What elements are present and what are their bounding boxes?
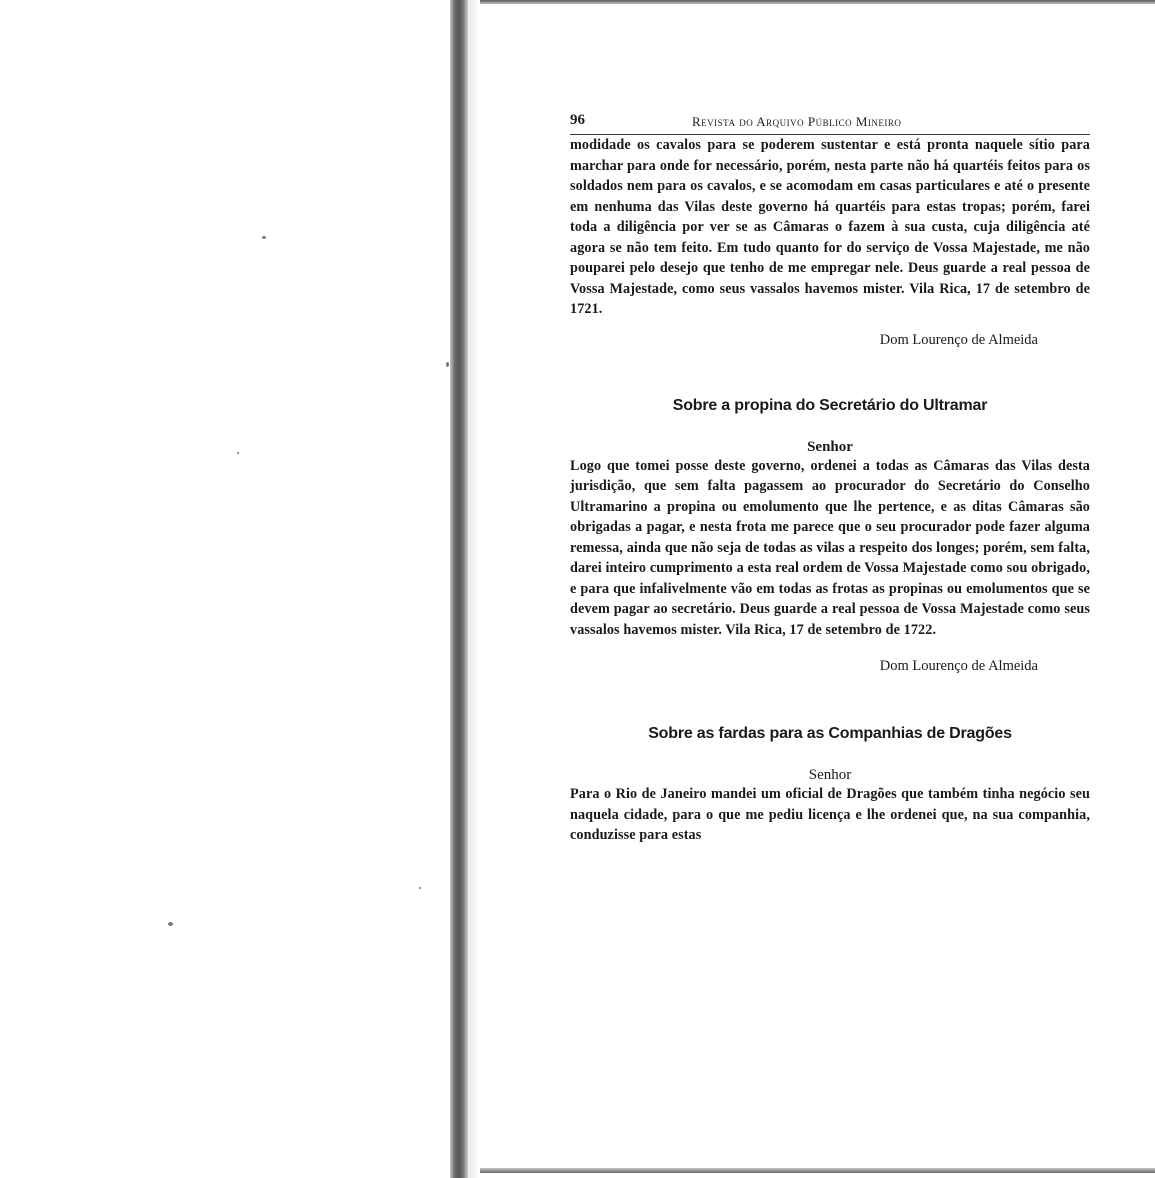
page-top-edge [480,0,1155,4]
letter2-title: Sobre a propina do Secretário do Ultramar [672,396,988,414]
letter2-signature: Dom Lourenço de Almeida [879,658,1038,674]
letter1-signature: Dom Lourenço de Almeida [879,331,1038,348]
page-gutter-shadow [468,0,480,1178]
letter3-salutation: Senhor [808,767,852,783]
book-binding-gutter [450,0,468,1178]
paper-speck [446,362,449,367]
letter1-body: modidade os cavalos para se poderem sustentar e está pronta naquele sítio para marchar para onde for necessário, porém, nesta parte não há quartéis feitos para os soldados nem para os cavalos, e se acomodam em casas particulares e até o presente em nenhuma das Vilas deste governo há quartéis para estas tropas; porém, farei toda a diligência por ver se as Câmaras o fazem à sua custa, cuja diligência até agora se não tem feito. Em tudo quanto for do serviço de Vossa Majestade, me não pouparei pelo desejo que tenho de me empregar nele. Deus guarde a real pessoa de Vossa Majestade, como seus vassalos havemos mister. Vila Rica, 17 de setembro de 1721. [570,137,1090,317]
paper-speck [419,887,421,889]
running-header [570,110,1090,135]
right-page [570,110,1090,846]
paper-speck [237,452,239,454]
letter3-title: Sobre as fardas para as Companhias de Dragões [648,725,1012,742]
letter3-body: Para o Rio de Janeiro mandei um oficial de Dragões que também tinha negócio seu naquela cidade, para o que me pediu licença e lhe ordenei que, na sua companhia, conduzisse para estas [570,786,1090,843]
journal-title: Revista do Arquivo Público Mineiro [692,114,902,129]
page-number: 96 [570,112,585,128]
paper-speck [168,922,173,926]
letter2-salutation: Senhor [807,438,853,455]
left-blank-page [0,0,450,1178]
page-bottom-edge [480,1168,1155,1173]
letter2-body: Logo que tomei posse deste governo, ordenei a todas as Câmaras das Vilas desta jurisdição, que sem falta pagassem ao procurador do Secretário do Conselho Ultramarino a propina ou emolumento que lhe pertence, e as ditas Câmaras são obrigadas a pagar, e nesta frota me parece que o seu procurador pode fazer alguma remessa, ainda que não seja de todas as vilas a respeito dos longes; porém, sem falta, darei inteiro cumprimento a esta real ordem de Vossa Majestade como sou obrigado, e para que infalivelmente vão em todas as frotas as propinas ou emolumentos que se devem pagar ao secretário. Deus guarde a real pessoa de Vossa Majestade como seus vassalos havemos mister. Vila Rica, 17 de setembro de 1722. [570,457,1090,638]
paper-speck [262,236,266,239]
